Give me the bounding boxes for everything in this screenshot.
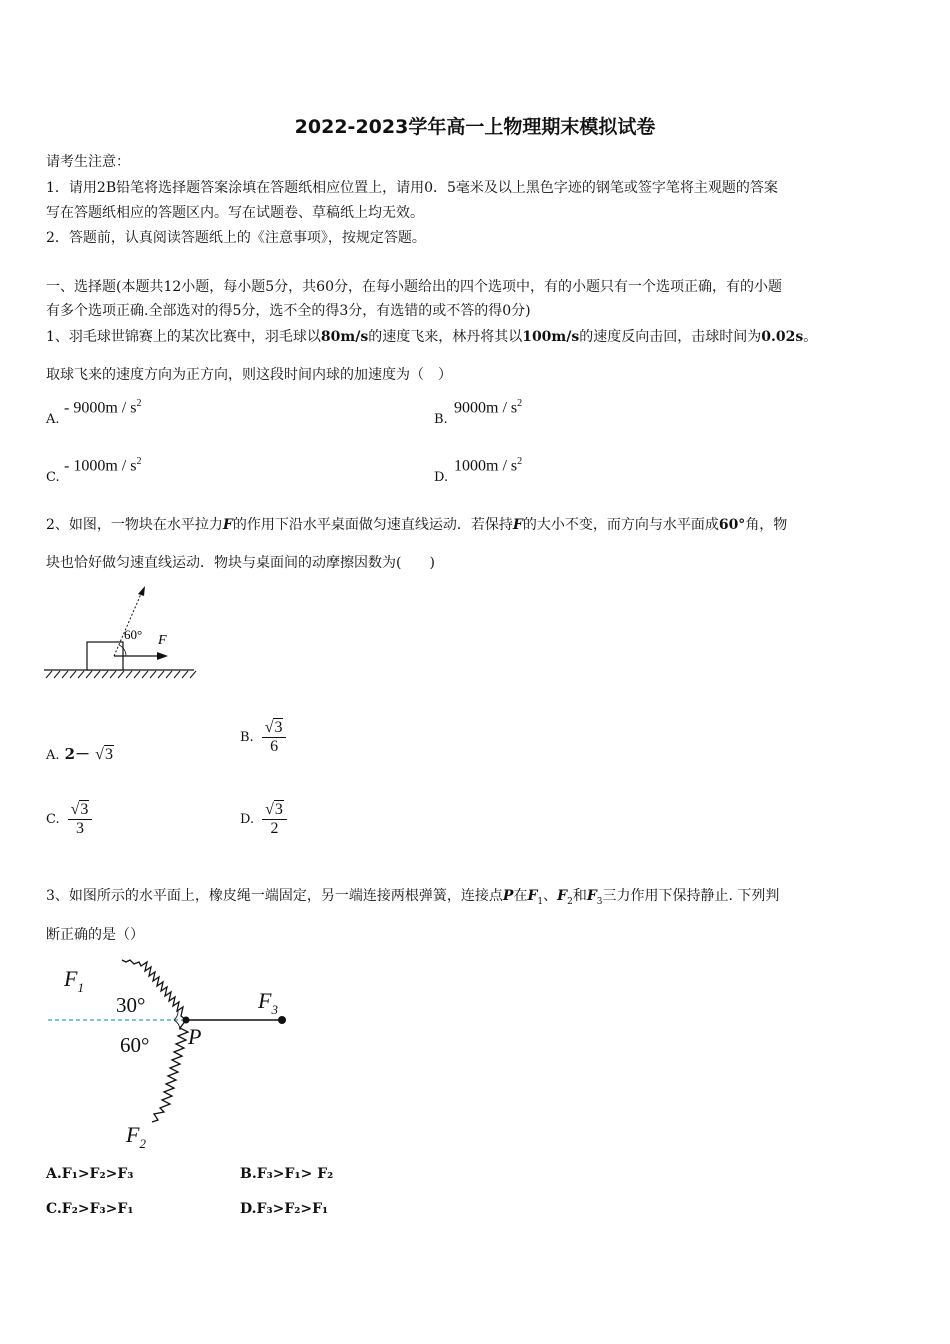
q3-f2-symbol: F [557, 888, 568, 904]
q2-figure-force-label: F [158, 633, 167, 648]
q3-option-b-label: B. [240, 1166, 257, 1182]
q2-option-b-label: B. [240, 729, 254, 745]
q1-stem-1 [46, 326, 817, 346]
q2-text: 角，物 [745, 517, 788, 533]
q3-option-d-label: D. [240, 1201, 257, 1217]
q2-text: 的大小不变，而方向与水平面成 [522, 517, 719, 533]
q2-option-c-fraction: √ 3 3 [68, 800, 93, 838]
q3-option-a-label: A. [46, 1166, 62, 1182]
q3-text: 、 [543, 888, 558, 904]
q3-f3-symbol: F [586, 888, 597, 904]
q1-option-b-value [454, 398, 522, 417]
q3-option-d [240, 1201, 328, 1217]
q1-text: 。 [803, 329, 818, 345]
q1-time: 0.02s [761, 329, 804, 345]
q1-text: 的速度飞来，林丹将其以 [368, 329, 523, 345]
q1-stem-2: 取球飞来的速度方向为正方向，则这段时间内球的加速度为（ ） [46, 367, 452, 383]
q2-option-c-denominator: 3 [76, 820, 85, 837]
q2-option-d-fraction: √ 3 2 [262, 800, 287, 838]
q3-stem-2: 断正确的是（） [46, 927, 144, 943]
notice-line-1a: 1．请用2B铅笔将选择题答案涂填在答题纸相应位置上，请用0．5毫米及以上黑色字迹的钢笔或签字笔将主观题的答案 [46, 180, 778, 196]
q3-option-d-text: F₃>F₂>F₁ [256, 1201, 329, 1217]
notice-heading: 请考生注意： [46, 154, 130, 170]
q1-text: 的速度反向击回，击球时间为 [579, 329, 762, 345]
q3-figure-angle-30: 30° [116, 993, 146, 1017]
q2-option-a-radicand: 3 [104, 746, 113, 763]
q1-option-a-label: A. [46, 412, 60, 427]
q2-option-b-radicand: 3 [274, 719, 283, 736]
q1-option-a-text: - 9000m / s [64, 399, 137, 417]
q1-option-d-value [454, 456, 522, 475]
table-hatching [46, 671, 196, 678]
q1-option-a-exp: 2 [136, 398, 142, 409]
q2-option-d-denominator: 2 [270, 820, 279, 837]
q3-point-symbol: P [502, 888, 514, 904]
q3-figure-f2: $F_2$ [126, 1122, 146, 1151]
q2-option-c-label: C. [46, 811, 60, 827]
q2-option-d-label: D. [240, 811, 255, 827]
q3-stem-1 [46, 885, 779, 907]
q2-option-a-prefix: 2－ [64, 745, 91, 763]
q1-option-d-text: 1000m / s [454, 457, 518, 475]
q1-option-c-label: C. [46, 470, 60, 485]
q2-stem-1 [46, 514, 787, 534]
q2-option-d-radicand: 3 [274, 801, 283, 818]
spring-f2 [152, 1020, 188, 1122]
q3-figure-angle-60: 60° [120, 1033, 150, 1057]
q3-f2-sub: 2 [567, 896, 573, 907]
q2-force-symbol: F [512, 517, 523, 533]
q1-option-c-exp: 2 [136, 456, 142, 467]
q3-f3-sub: 3 [596, 896, 603, 907]
q3-text: 和 [572, 888, 587, 904]
q3-figure-f1: $F_1$ [64, 966, 84, 995]
q2-option-b [240, 718, 286, 756]
q1-option-c-text: - 1000m / s [64, 457, 137, 475]
q2-option-a-label: A. [46, 748, 60, 763]
angle-arc-60 [174, 1020, 180, 1030]
q1-text: 1、羽毛球世锦赛上的某次比赛中，羽毛球以 [46, 329, 321, 345]
q2-option-b-denominator: 6 [270, 738, 279, 755]
q1-option-c-value [64, 456, 141, 475]
q1-option-d-label: D. [434, 470, 449, 485]
q2-text: 2、如图，一物块在水平拉力 [46, 517, 223, 533]
q2-figure [42, 584, 202, 680]
q1-speed-in: 80m/s [320, 329, 369, 345]
q1-option-b-text: 9000m / s [454, 399, 518, 417]
q2-angle: 60° [718, 517, 746, 533]
q3-text: 3、如图所示的水平面上，橡皮绳一端固定，另一端连接两根弹簧，连接点 [46, 888, 503, 904]
page-title: 2022-2023学年高一上物理期末模拟试卷 [294, 116, 656, 138]
q2-stem-2: 块也恰好做匀速直线运动．物块与桌面间的动摩擦因数为( ) [46, 555, 435, 571]
q2-figure-angle-label: 60° [124, 627, 143, 642]
q2-option-d [240, 800, 287, 838]
q2-option-c-radicand: 3 [80, 801, 89, 818]
q3-f1-sub: 1 [537, 896, 544, 907]
q1-option-a-value [64, 398, 141, 417]
q3-f1-symbol: F [527, 888, 538, 904]
q2-option-c [46, 800, 92, 838]
q2-option-a-sqrt: √ 3 [95, 746, 113, 763]
q1-option-b-label: B. [434, 412, 448, 427]
notice-line-1b: 写在答题纸相应的答题区内。写在试题卷、草稿纸上均无效。 [46, 205, 424, 221]
q3-option-b [240, 1166, 333, 1182]
fixed-point [278, 1016, 286, 1024]
q3-text: 在 [513, 888, 528, 904]
section-intro-1: 一、选择题(本题共12小题，每小题5分，共60分，在每小题给出的四个选项中，有的小题只有一个选项正确，有的小题 [46, 279, 782, 295]
q3-text: 三力作用下保持静止. 下列判 [602, 888, 780, 904]
notice-line-2: 2．答题前，认真阅读答题纸上的《注意事项》，按规定答题。 [46, 230, 426, 246]
q2-option-a [46, 743, 114, 764]
q3-figure [42, 950, 302, 1155]
q1-speed-out: 100m/s [522, 329, 580, 345]
q3-option-a-text: F₁>F₂>F₃ [61, 1166, 134, 1182]
angle-arc-30 [174, 1010, 178, 1020]
q3-option-c-label: C. [46, 1201, 62, 1217]
q1-option-b-exp: 2 [517, 398, 523, 409]
q2-text: 的作用下沿水平桌面做匀速直线运动．若保持 [232, 517, 513, 533]
q3-figure-f3: $F_3$ [258, 988, 278, 1017]
q3-option-c-text: F₂>F₃>F₁ [61, 1201, 134, 1217]
q3-option-c [46, 1201, 133, 1217]
inclined-arrow-head [138, 586, 145, 596]
q3-option-b-text: F₃>F₁> F₂ [256, 1166, 334, 1182]
q3-option-a [46, 1166, 133, 1182]
q3-figure-point-p: P [188, 1024, 202, 1049]
q2-force-symbol: F [222, 517, 233, 533]
q1-option-d-exp: 2 [517, 456, 523, 467]
horizontal-arrow-head [157, 652, 168, 660]
q2-option-b-fraction: √ 3 6 [262, 718, 287, 756]
section-intro-2: 有多个选项正确.全部选对的得5分，选不全的得3分，有选错的或不答的得0分) [46, 303, 531, 319]
